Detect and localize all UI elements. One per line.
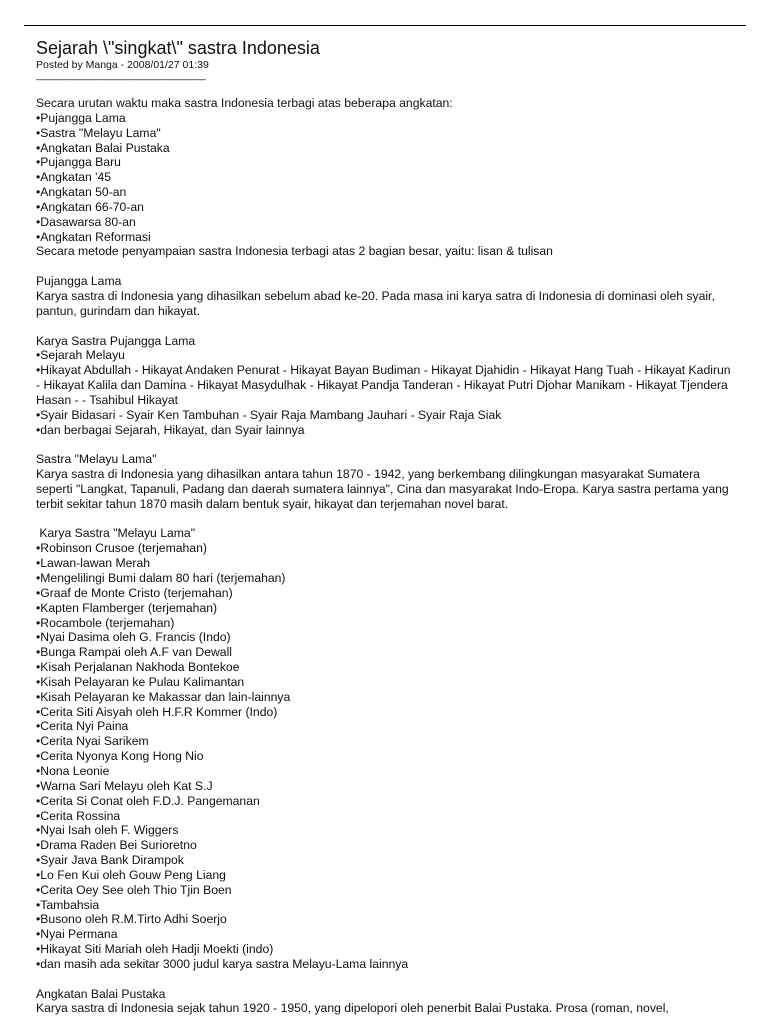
list-item: •Cerita Siti Aisyah oleh H.F.R Kommer (Indo) [36, 704, 278, 719]
section-pujangga-lama [36, 274, 736, 319]
meta-separator: _____________________________________ [36, 71, 205, 81]
list-item: •Kapten Flamberger (terjemahan) [36, 600, 218, 615]
body-line: Secara metode penyampaian sastra Indonesia terbagi atas 2 bagian besar, yaitu: lisan & tulisan [36, 244, 553, 259]
section-sastra-melayu-lama [36, 452, 736, 511]
list-item: •Hikayat Siti Mariah oleh Hadji Moekti (indo) [36, 942, 274, 957]
list-item: •Cerita Nyai Sarikem [36, 734, 149, 749]
section-balai-pustaka [36, 987, 736, 1017]
list-item: •Rocambole (terjemahan) [36, 615, 175, 630]
section-karya-pujangga-lama [36, 334, 736, 438]
list-item: •Warna Sari Melayu oleh Kat S.J [36, 778, 213, 793]
post-body [36, 96, 736, 1016]
list-item: •Kisah Pelayaran ke Makassar dan lain-lainnya [36, 689, 291, 704]
list-item: •Lawan-lawan Merah [36, 556, 151, 571]
list-item: •Angkatan 66-70-an [36, 199, 144, 214]
list-item: •Pujangga Lama [36, 110, 126, 125]
section-heading: Karya Sastra "Melayu Lama" [36, 526, 196, 541]
list-item: •Tambahsia [36, 897, 100, 912]
section-angkatan-list [36, 96, 736, 259]
section-heading: Pujangga Lama [36, 274, 122, 289]
section-karya-melayu-lama [36, 526, 736, 971]
body-line: Secara urutan waktu maka sastra Indonesia terbagi atas beberapa angkatan: [36, 96, 453, 110]
list-item: •Bunga Rampai oleh A.F van Dewall [36, 645, 232, 660]
list-item: •Busono oleh R.M.Tirto Adhi Soerjo [36, 912, 227, 927]
list-item: •Robinson Crusoe (terjemahan) [36, 541, 207, 556]
list-item: •Lo Fen Kui oleh Gouw Peng Liang [36, 867, 226, 882]
section-heading: Sastra "Melayu Lama" [36, 452, 157, 467]
list-item: •Nona Leonie [36, 763, 110, 778]
section-heading: Angkatan Balai Pustaka [36, 986, 166, 1001]
list-item: •Sejarah Melayu [36, 348, 125, 363]
list-item: •Cerita Rossina [36, 808, 121, 823]
list-item: •Angkatan Balai Pustaka [36, 140, 170, 155]
paragraph: Karya sastra di Indonesia yang dihasilkan sebelum abad ke-20. Pada masa ini karya satra di Indonesia di dominasi oleh syair, pantun, gurindam dan hikayat. [36, 288, 715, 318]
paragraph: Karya sastra di Indonesia yang dihasilkan antara tahun 1870 - 1942, yang berkembang dilingkungan masyarakat Sumatera seperti "Langkat, Tapanuli, Padang dan daerah sumatera lainnya", Cina dan masyarakat Indo-Eropa. Karya sastra pertama yang terbit sekitar tahun 1870 masih dalam bentuk syair, hikayat dan terjemahan novel barat. [36, 467, 729, 511]
section-heading: Karya Sastra Pujangga Lama [36, 333, 196, 348]
post-container [36, 37, 736, 1031]
post-meta: Posted by Manga - 2008/01/27 01:39 [36, 59, 209, 71]
list-item: •Sastra "Melayu Lama" [36, 125, 161, 140]
list-item: •Nyai Isah oleh F. Wiggers [36, 823, 179, 838]
list-item: •Graaf de Monte Cristo (terjemahan) [36, 585, 233, 600]
list-item: •dan berbagai Sejarah, Hikayat, dan Syair lainnya [36, 422, 305, 437]
list-item: •Pujangga Baru [36, 155, 121, 170]
post-title: Sejarah \"singkat\" sastra Indonesia [36, 38, 320, 58]
list-item: •Cerita Oey See oleh Thio Tjin Boen [36, 882, 232, 897]
list-item: •Kisah Pelayaran ke Pulau Kalimantan [36, 674, 245, 689]
list-item: •Angkatan Reformasi [36, 229, 151, 244]
list-item: •Angkatan 50-an [36, 185, 127, 200]
top-divider [24, 25, 746, 26]
list-item: •Angkatan '45 [36, 170, 112, 185]
list-item: •Nyai Dasima oleh G. Francis (Indo) [36, 630, 231, 645]
list-item: •Cerita Nyi Paina [36, 719, 129, 734]
list-item: •Mengelilingi Bumi dalam 80 hari (terjemahan) [36, 571, 286, 585]
list-item: •dan masih ada sekitar 3000 judul karya sastra Melayu-Lama lainnya [36, 956, 409, 971]
list-item: •Cerita Nyonya Kong Hong Nio [36, 749, 204, 764]
list-item: •Dasawarsa 80-an [36, 214, 136, 229]
list-item: •Kisah Perjalanan Nakhoda Bontekoe [36, 660, 240, 675]
paragraph: Karya sastra di Indonesia sejak tahun 1920 - 1950, yang dipelopori oleh penerbit Balai Pustaka. Prosa (roman, novel, [36, 1001, 669, 1016]
list-item: •Hikayat Abdullah - Hikayat Andaken Penurat - Hikayat Bayan Budiman - Hikayat Djahidin - Hikayat Hang Tuah - Hikayat Kadirun - Hikayat Kalila dan Damina - Hikayat Masydulhak - Hikayat Pandja Tanderan - Hikayat Putri Djohar Manikam - Hikayat Tjendera Hasan - - Tsahibul Hikayat [36, 363, 731, 407]
list-item: •Drama Raden Bei Surioretno [36, 838, 197, 853]
list-item: •Cerita Si Conat oleh F.D.J. Pangemanan [36, 793, 260, 808]
list-item: •Syair Bidasari - Syair Ken Tambuhan - Syair Raja Mambang Jauhari - Syair Raja Siak [36, 407, 502, 422]
list-item: •Syair Java Bank Dirampok [36, 853, 184, 868]
list-item: •Nyai Permana [36, 927, 118, 942]
